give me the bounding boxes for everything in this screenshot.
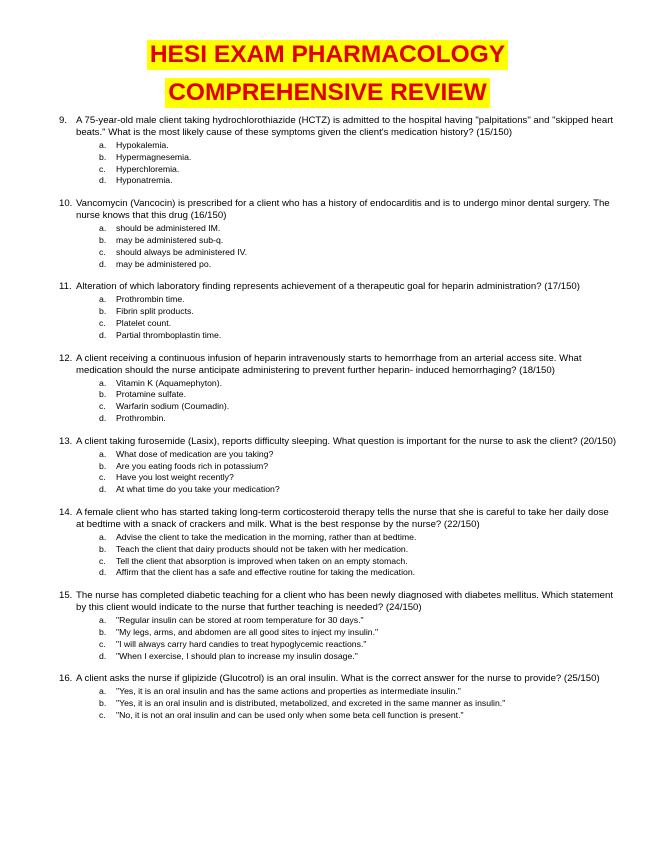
option-text: should be administered IM. xyxy=(116,223,221,234)
question-list xyxy=(59,115,619,733)
question-stem xyxy=(59,507,619,531)
option-letter: b. xyxy=(99,306,107,317)
option-letter: a. xyxy=(99,531,107,542)
question-item xyxy=(59,590,619,662)
question-number: 14. xyxy=(59,506,73,518)
option-letter: c. xyxy=(99,555,106,566)
answer-option xyxy=(99,484,619,496)
answer-option xyxy=(99,639,619,651)
answer-option xyxy=(99,152,619,164)
option-text: Prothrombin time. xyxy=(116,294,185,305)
question-number: 15. xyxy=(59,590,73,602)
question-item xyxy=(59,353,619,425)
question-item xyxy=(59,115,619,187)
question-stem xyxy=(59,590,619,614)
option-letter: a. xyxy=(99,377,107,388)
option-text: "My legs, arms, and abdomen are all good sites to inject my insulin." xyxy=(116,626,379,637)
option-text: Tell the client that absorption is improved when taken on an empty stomach. xyxy=(116,555,408,566)
question-stem xyxy=(59,673,619,685)
answer-option xyxy=(99,413,619,425)
question-stem xyxy=(59,198,619,222)
answer-options xyxy=(99,294,619,341)
option-text: At what time do you take your medication? xyxy=(116,484,280,495)
question-stem xyxy=(59,436,619,448)
answer-option xyxy=(99,389,619,401)
answer-option xyxy=(99,330,619,342)
option-letter: b. xyxy=(99,460,107,471)
option-text: Platelet count. xyxy=(116,317,172,328)
answer-option xyxy=(99,615,619,627)
question-text: The nurse has completed diabetic teaching for a client who has been newly diagnosed with diabetes mellitus. Which statement by this client would indicate to the nurse that further teaching is needed? (24/150) xyxy=(76,590,614,614)
answer-option xyxy=(99,223,619,235)
option-letter: a. xyxy=(99,294,107,305)
option-letter: a. xyxy=(99,223,107,234)
answer-option xyxy=(99,449,619,461)
option-text: "Yes, it is an oral insulin and is distributed, metabolized, and excreted in the same manner as insulin." xyxy=(116,698,506,709)
option-letter: d. xyxy=(99,175,107,186)
answer-options xyxy=(99,140,619,187)
question-stem xyxy=(59,115,619,139)
answer-option xyxy=(99,140,619,152)
option-text: Advise the client to take the medication in the morning, rather than at bedtime. xyxy=(116,531,417,542)
answer-option xyxy=(99,247,619,259)
option-text: "Regular insulin can be stored at room temperature for 30 days." xyxy=(116,615,364,626)
answer-option xyxy=(99,556,619,568)
question-stem xyxy=(59,353,619,377)
question-number: 12. xyxy=(59,352,73,364)
question-item xyxy=(59,436,619,496)
answer-option xyxy=(99,686,619,698)
answer-option xyxy=(99,318,619,330)
option-text: Have you lost weight recently? xyxy=(116,472,234,483)
option-letter: c. xyxy=(99,472,106,483)
option-letter: b. xyxy=(99,234,107,245)
question-number: 11. xyxy=(59,281,72,293)
question-text: A 75-year-old male client taking hydrochlorothiazide (HCTZ) is admitted to the hospital having "palpitations" and "skipped heart beats." What is the most likely cause of these symptoms given the client's medication history? (15/150) xyxy=(76,115,614,138)
option-letter: a. xyxy=(99,140,107,150)
option-letter: c. xyxy=(99,163,106,174)
option-letter: b. xyxy=(99,151,107,162)
option-letter: a. xyxy=(99,615,107,626)
option-text: Hyponatremia. xyxy=(116,175,173,186)
question-number: 10. xyxy=(59,198,73,210)
option-text: Teach the client that dairy products should not be taken with her medication. xyxy=(116,543,409,554)
answer-option xyxy=(99,698,619,710)
option-text: Warfarin sodium (Coumadin). xyxy=(116,401,230,412)
answer-option xyxy=(99,461,619,473)
answer-options xyxy=(99,615,619,662)
option-letter: d. xyxy=(99,412,107,423)
option-letter: b. xyxy=(99,626,107,637)
option-text: What dose of medication are you taking? xyxy=(116,448,274,459)
answer-option xyxy=(99,627,619,639)
answer-options xyxy=(99,532,619,579)
option-text: Partial thromboplastin time. xyxy=(116,329,222,340)
option-text: Protamine sulfate. xyxy=(116,389,187,400)
question-stem xyxy=(59,281,619,293)
option-letter: b. xyxy=(99,389,107,400)
answer-option xyxy=(99,294,619,306)
option-text: Hypermagnesemia. xyxy=(116,151,192,162)
answer-option xyxy=(99,710,619,722)
answer-option xyxy=(99,544,619,556)
question-item xyxy=(59,198,619,270)
answer-options xyxy=(99,223,619,270)
question-text: A client receiving a continuous infusion of heparin intravenously starts to hemorrhage from an arterial access site. What medication should the nurse anticipate administering to prevent further heparin- induced hemorrhaging? (18/150) xyxy=(76,352,582,376)
answer-option xyxy=(99,164,619,176)
option-text: Vitamin K (Aquamephyton). xyxy=(116,377,223,388)
answer-option xyxy=(99,378,619,390)
option-text: may be administered sub-q. xyxy=(116,234,224,245)
question-number: 9. xyxy=(59,115,68,126)
option-text: should always be administered IV. xyxy=(116,246,248,257)
option-text: "I will always carry hard candies to treat hypoglycemic reactions." xyxy=(116,638,367,649)
option-letter: d. xyxy=(99,329,107,340)
option-letter: d. xyxy=(99,567,107,578)
option-letter: d. xyxy=(99,258,107,269)
option-letter: c. xyxy=(99,401,106,412)
answer-option xyxy=(99,175,619,187)
answer-option xyxy=(99,532,619,544)
option-text: Hypokalemia. xyxy=(116,140,169,150)
option-letter: a. xyxy=(99,686,107,697)
option-text: Prothrombin. xyxy=(116,412,166,423)
option-letter: b. xyxy=(99,698,107,709)
answer-options xyxy=(99,686,619,721)
option-text: Fibrin split products. xyxy=(116,306,194,317)
option-text: "Yes, it is an oral insulin and has the same actions and properties as intermediate insulin." xyxy=(116,686,461,697)
option-letter: a. xyxy=(99,448,107,459)
question-item xyxy=(59,281,619,341)
option-letter: b. xyxy=(99,543,107,554)
option-letter: d. xyxy=(99,484,107,495)
question-text: A client asks the nurse if glipizide (Glucotrol) is an oral insulin. What is the correct answer for the nurse to provide? (25/150) xyxy=(76,673,600,685)
question-text: A female client who has started taking long-term corticosteroid therapy tells the nurse that she is careful to take her daily dose at bedtime with a snack of crackers and milk. What is the best response by the nurse? (22/150) xyxy=(76,506,609,530)
question-number: 13. xyxy=(59,435,73,447)
option-letter: c. xyxy=(99,709,106,720)
question-item xyxy=(59,507,619,579)
title-line-2: COMPREHENSIVE REVIEW xyxy=(165,78,490,108)
option-text: Are you eating foods rich in potassium? xyxy=(116,460,269,471)
answer-option xyxy=(99,235,619,247)
answer-options xyxy=(99,378,619,425)
answer-options xyxy=(99,449,619,496)
question-text: Vancomycin (Vancocin) is prescribed for a client who has a history of endocarditis and is to undergo minor dental surgery. The nurse knows that this drug (16/150) xyxy=(76,198,610,222)
title-line-1: HESI EXAM PHARMACOLOGY xyxy=(147,40,508,70)
question-text: Alteration of which laboratory finding represents achievement of a therapeutic goal for heparin administration? (17/150) xyxy=(76,281,580,293)
question-item xyxy=(59,673,619,721)
option-letter: c. xyxy=(99,317,106,328)
option-text: may be administered po. xyxy=(116,258,212,269)
question-text: A client taking furosemide (Lasix), reports difficulty sleeping. What question is important for the nurse to ask the client? (20/150) xyxy=(76,435,617,447)
document-title xyxy=(0,40,655,108)
option-letter: d. xyxy=(99,650,107,661)
answer-option xyxy=(99,306,619,318)
answer-option xyxy=(99,472,619,484)
option-letter: c. xyxy=(99,638,106,649)
option-text: Affirm that the client has a safe and effective routine for taking the medication. xyxy=(116,567,416,578)
option-text: Hyperchloremia. xyxy=(116,163,180,174)
option-text: "When I exercise, I should plan to increase my insulin dosage." xyxy=(116,650,358,661)
answer-option xyxy=(99,651,619,663)
answer-option xyxy=(99,401,619,413)
option-letter: c. xyxy=(99,246,106,257)
option-text: "No, it is not an oral insulin and can be used only when some beta cell function is present." xyxy=(116,709,464,720)
answer-option xyxy=(99,567,619,579)
question-number: 16. xyxy=(59,673,73,685)
answer-option xyxy=(99,259,619,271)
